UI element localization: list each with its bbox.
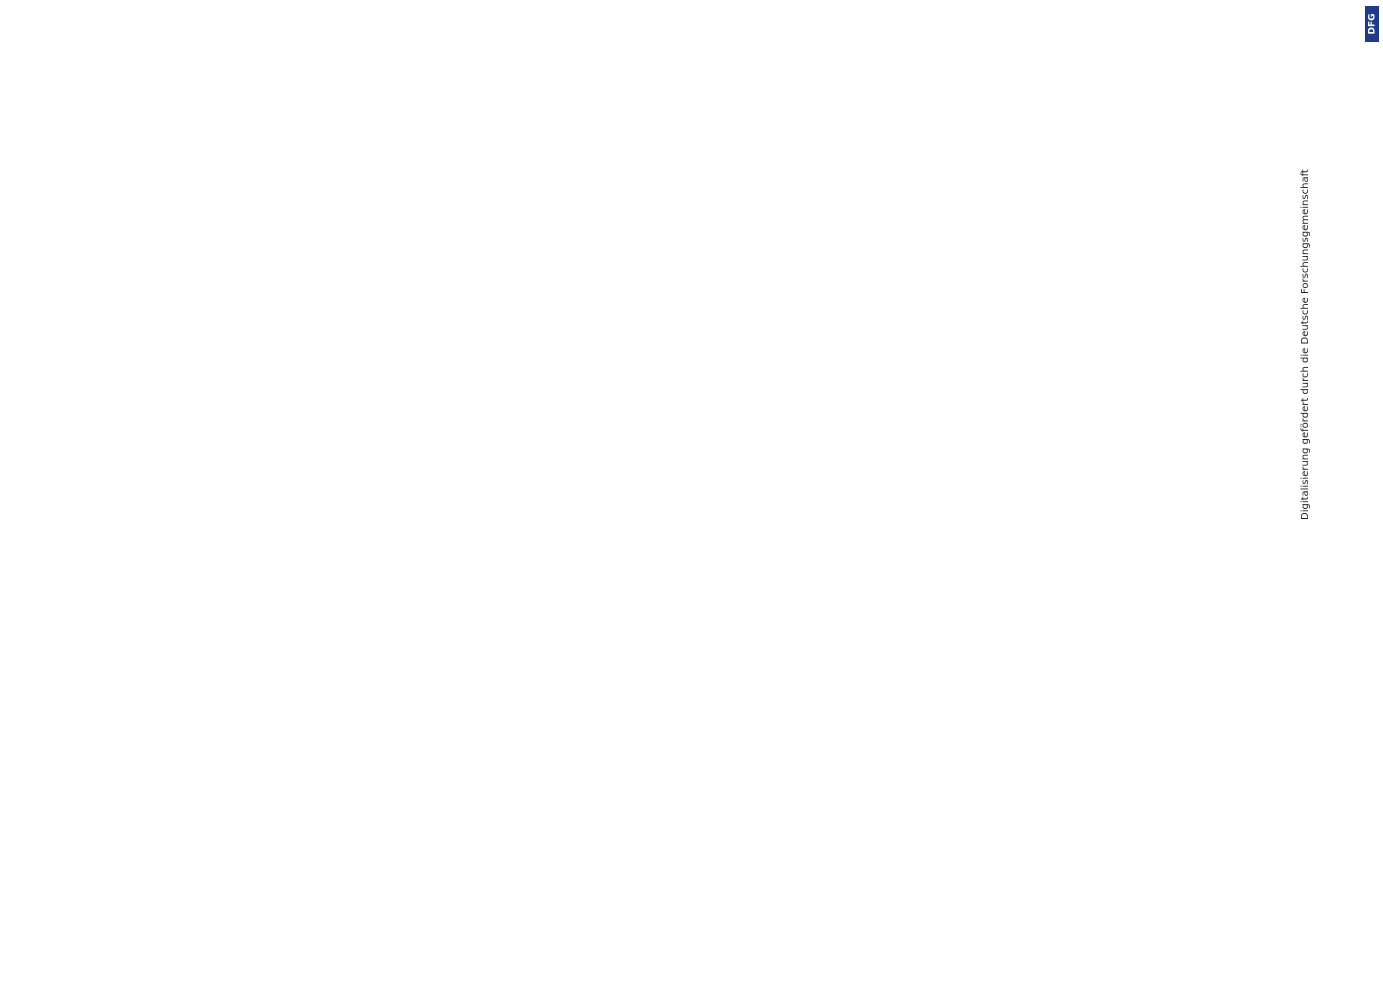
dfg-logo: DFG	[1365, 6, 1379, 42]
dfg-credit-strip	[1362, 0, 1383, 1000]
dfg-credit-text: Digitalisierung gefördert durch die Deutsche Forschungsgemeinschaft	[1300, 169, 1311, 520]
